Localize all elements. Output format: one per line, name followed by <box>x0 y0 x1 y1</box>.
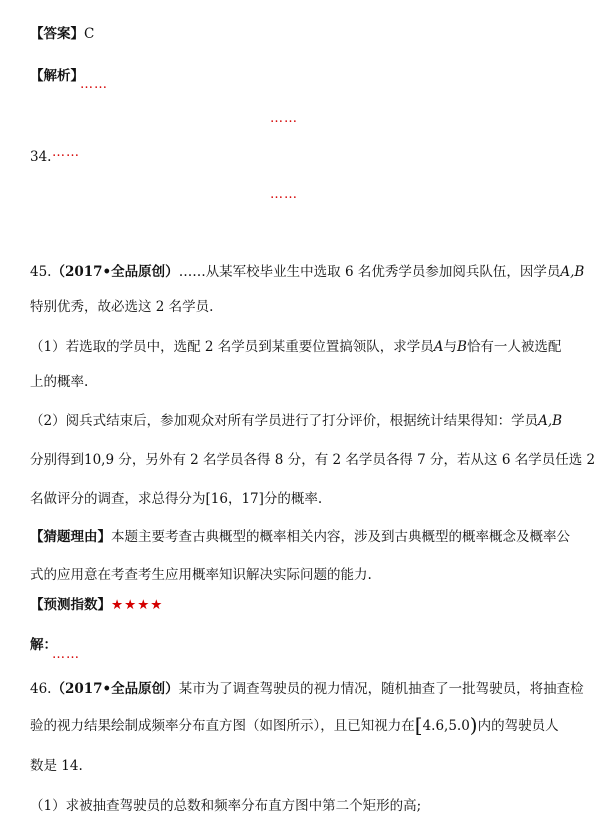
q45-part2-vars-ab: A,B <box>538 413 563 429</box>
q45-part1-text-mid: 与 <box>443 339 458 355</box>
q46-line2-text-b: 内的驾驶员人 <box>477 718 559 734</box>
q46-line1 <box>30 680 584 698</box>
q45-vars-ab: A,B <box>560 264 585 280</box>
q45-part2-text-a: （2）阅兵式结束后，参加观众对所有学员进行了打分评价，根据统计结果得知：学员 <box>30 413 539 429</box>
q45-part2-line1 <box>30 412 562 430</box>
q46-line2 <box>30 713 559 737</box>
q45-index-label: 【预测指数】 <box>30 597 111 613</box>
q45-part1-text-b: 恰有一人被选配 <box>466 339 562 355</box>
q45-part2-line2: 分别得到10,9 分，另外有 2 名学员各得 8 分，有 2 名学员各得 7 分，若从这 6 名学员任选 2 <box>30 452 595 468</box>
q45-index-line <box>30 596 163 614</box>
analysis-line <box>30 67 84 85</box>
q45-part1-text-a: （1）若选取的学员中，选配 2 名学员到某重要位置搞领队，求学员 <box>30 339 434 355</box>
q45-index-stars: ★★★★ <box>111 597 164 613</box>
q45-part1-var-a: A <box>433 339 444 355</box>
q45-number: 45. <box>30 264 52 280</box>
q46-part1: （1）求被抽查驾驶员的总数和频率分布直方图中第二个矩形的高; <box>30 798 422 814</box>
answer-value: C <box>84 26 95 42</box>
q45-part1-line2: 上的概率. <box>30 374 89 390</box>
answer-label: 【答案】 <box>30 26 84 42</box>
answer-line <box>30 25 94 43</box>
q45-source: （2017•全品原创） <box>51 264 179 280</box>
q45-solution-label: 解： <box>30 637 57 653</box>
q46-number: 46. <box>30 681 52 697</box>
q46-line2-text-a: 验的视力结果绘制成频率分布直方图（如图所示），且已知视力在 <box>30 718 415 734</box>
q46-source: （2017•全品原创） <box>51 681 179 697</box>
q45-part1-var-b: B <box>457 339 467 355</box>
q46-interval: 4.6,5.0 <box>422 718 470 734</box>
q34-number: 34. <box>30 149 52 165</box>
q34-dots-center: …… <box>270 187 298 202</box>
analysis-label: 【解析】 <box>30 68 84 84</box>
q45-line1 <box>30 263 584 281</box>
q45-reason-label: 【猜题理由】 <box>30 529 111 545</box>
q34-dots: …… <box>52 145 80 160</box>
q46-interval-close: ) <box>469 713 478 737</box>
q46-line3: 数是 14. <box>30 758 83 774</box>
q45-line2: 特别优秀，故必选这 2 名学员. <box>30 299 214 315</box>
q45-reason-line1 <box>30 528 570 546</box>
q34-line <box>30 148 51 166</box>
q46-interval-open: [ <box>414 713 423 737</box>
q45-part2-line3: 名做评分的调查，求总得分为[16，17]分的概率. <box>30 491 323 507</box>
analysis-dots-center: …… <box>270 111 298 126</box>
q45-solution-dots: …… <box>52 647 80 662</box>
analysis-dots: …… <box>80 77 108 92</box>
q46-line1-text: 某市为了调查驾驶员的视力情况，随机抽查了一批驾驶员，将抽查检 <box>178 681 584 697</box>
q45-reason-line2: 式的应用意在考查考生应用概率知识解决实际问题的能力. <box>30 567 372 583</box>
q45-part1-line1 <box>30 338 561 356</box>
q45-reason-text: 本题主要考查古典概型的概率相关内容，涉及到古典概型的概率概念及概率公 <box>111 529 570 545</box>
q45-line1-text: ……从某军校毕业生中选取 6 名优秀学员参加阅兵队伍，因学员 <box>178 264 561 280</box>
